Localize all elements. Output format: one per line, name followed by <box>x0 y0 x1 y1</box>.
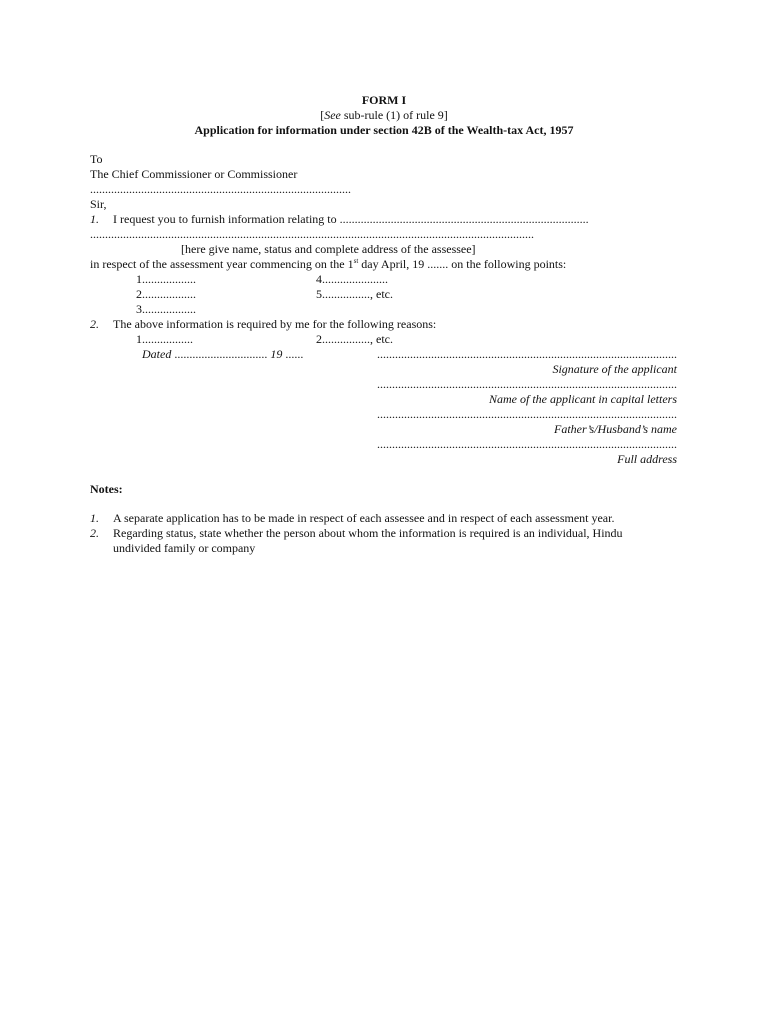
address-dots: .................................................................................................... <box>377 437 677 451</box>
para2-number: 2. <box>90 317 99 331</box>
dated-tail: ...... <box>282 347 304 361</box>
note-1-text: A separate application has to be made in respect of each assessee and in respect of each assessment year. <box>113 511 615 525</box>
point-3: 3.................. <box>136 302 196 316</box>
reason-1: 1................. <box>136 332 193 346</box>
point-1: 1.................. <box>136 272 196 286</box>
note-1-number: 1. <box>90 511 99 525</box>
dated-blank: ............................... <box>171 347 271 361</box>
para1-text: I request you to furnish information relating to ................................................................................... <box>113 212 589 226</box>
salutation: Sir, <box>90 197 107 211</box>
assessment-post: day April, 19 ....... on the following points: <box>358 257 567 271</box>
assessment-year-line <box>90 257 566 272</box>
para2-text: The above information is required by me for the following reasons: <box>113 317 437 331</box>
full-address-label: Full address <box>617 452 677 466</box>
point-4: 4...................... <box>316 272 388 286</box>
rule-reference <box>0 108 768 123</box>
signature-label: Signature of the applicant <box>552 362 677 376</box>
reason-2: 2................, etc. <box>316 332 393 346</box>
point-2: 2.................. <box>136 287 196 301</box>
form-heading: Application for information under section 42B of the Wealth-tax Act, 1957 <box>194 123 574 137</box>
point-5: 5................, etc. <box>316 287 393 301</box>
father-dots: .................................................................................................... <box>377 407 677 421</box>
to-label: To <box>90 152 103 166</box>
assessment-pre: in respect of the assessment year commencing on the 1 <box>90 257 354 271</box>
dated-year: 19 <box>270 347 283 361</box>
para1-dots-line: .................................................................................................................................................... <box>90 227 534 241</box>
rule-ref-open: [ <box>320 108 325 122</box>
recipient-dots: ....................................................................................... <box>90 182 351 196</box>
name-dots: .................................................................................................... <box>377 377 677 391</box>
recipient: The Chief Commissioner or Commissioner <box>90 167 298 181</box>
notes-heading: Notes: <box>90 482 123 496</box>
dated-label: Dated <box>142 347 172 361</box>
rule-ref-rest: sub-rule (1) of rule 9] <box>340 108 448 122</box>
note-2-text-line1: Regarding status, state whether the person about whom the information is required is an individual, Hindu <box>113 526 623 540</box>
name-label: Name of the applicant in capital letters <box>489 392 677 406</box>
rule-ref-see: See <box>324 108 341 122</box>
assessment-sup: st <box>353 257 359 265</box>
signature-dots: .................................................................................................... <box>377 347 677 361</box>
note-2-text-line2: undivided family or company <box>113 541 256 555</box>
father-label: Father’s/Husband’s name <box>553 422 677 436</box>
para1-number: 1. <box>90 212 99 226</box>
assessee-note: [here give name, status and complete address of the assessee] <box>181 242 476 256</box>
form-title: FORM I <box>361 93 407 107</box>
dated-line <box>142 347 303 362</box>
note-2-number: 2. <box>90 526 99 540</box>
